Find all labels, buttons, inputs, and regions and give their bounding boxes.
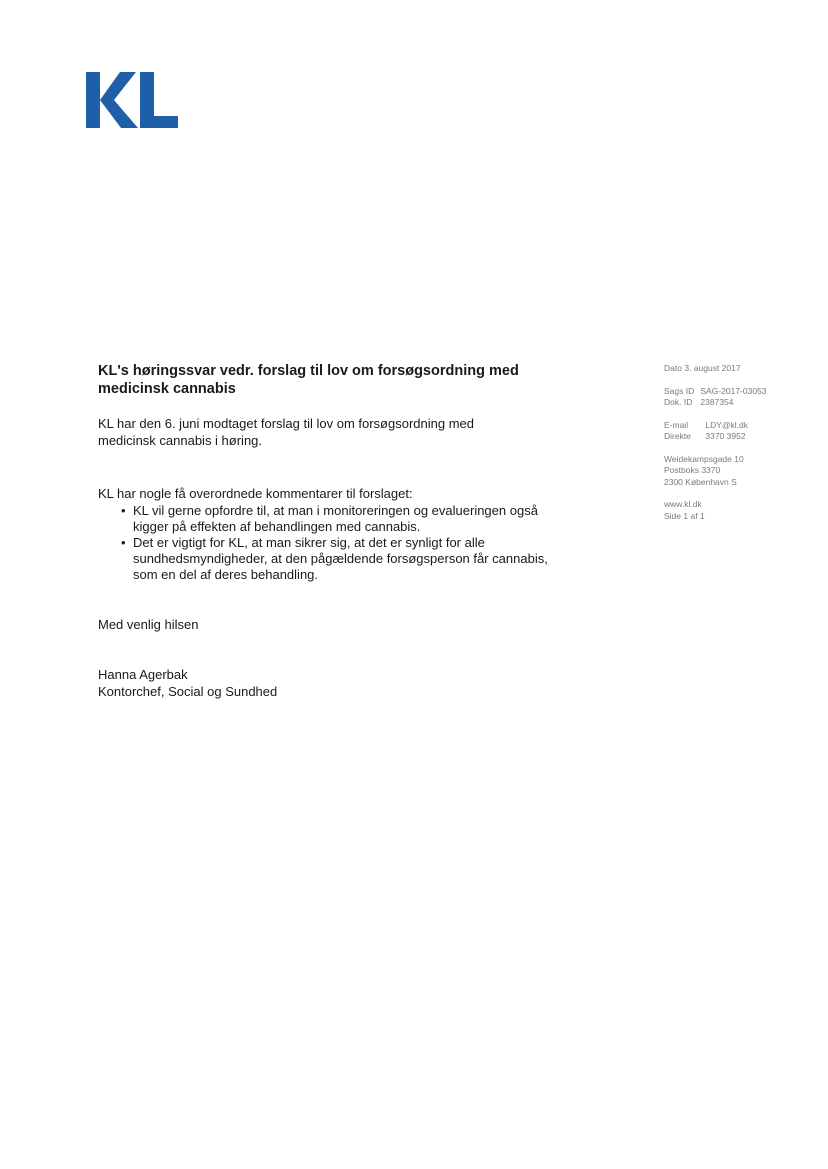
page-number: Side 1 af 1 (664, 510, 705, 521)
kl-logo-mark (84, 70, 180, 130)
dok-id-label: Dok. ID (664, 397, 693, 407)
sags-id-value: SAG-2017-03053 (700, 385, 767, 396)
bullet-text: KL vil gerne opfordre til, at man i monitoreringen og evalueringen også kigger på effekten af behandlingen med cannabis. (133, 502, 538, 534)
kl-logo (84, 70, 180, 130)
address-group (664, 454, 814, 489)
bullet-text: Det er vigtigt for KL, at man sikrer sig, at det er synligt for alle sundhedsmyndigheder, at den pågældende forsøgsperson får cannabis, som en del af deres behandling. (133, 534, 548, 582)
date-label: Dato (664, 363, 682, 373)
bullet-marker: • (121, 502, 126, 518)
address-line: 2300 København S (664, 476, 737, 487)
dok-id-value: 2387354 (700, 397, 734, 407)
email-label: E-mail (664, 419, 689, 430)
list-item (98, 535, 553, 583)
address-line: Postboks 3370 (664, 465, 721, 475)
website-link[interactable]: www.kl.dk (664, 499, 702, 509)
letter-title: KL's høringssvar vedr. forslag til lov om forsøgsordning med medicinsk cannabis (98, 363, 519, 397)
letter-body (98, 362, 568, 700)
address-line: Weidekampsgade 10 (664, 453, 744, 464)
signature-name: Hanna Agerbak (98, 667, 188, 682)
bullet-marker: • (121, 534, 126, 550)
intro-paragraph: KL har den 6. juni modtaget forslag til lov om forsøgsordning med medicinsk cannabis i høring. (98, 416, 474, 448)
date-value: 3. august 2017 (684, 363, 741, 373)
sidebar-metadata (664, 363, 814, 533)
closing-line: Med venlig hilsen (98, 616, 199, 632)
contact-group (664, 420, 814, 443)
direkte-value: 3370 3952 (705, 431, 746, 441)
list-item (98, 503, 553, 535)
id-group (664, 386, 814, 409)
email-value: LDY@kl.dk (705, 419, 749, 430)
signature-title: Kontorchef, Social og Sundhed (98, 683, 278, 699)
comments-list (98, 503, 568, 583)
date-group (664, 363, 814, 375)
web-group (664, 499, 814, 522)
comments-intro: KL har nogle få overordnede kommentarer til forslaget: (98, 486, 413, 501)
direkte-label: Direkte (664, 431, 691, 441)
sags-id-label: Sags ID (664, 385, 695, 396)
signature-block (98, 667, 568, 700)
